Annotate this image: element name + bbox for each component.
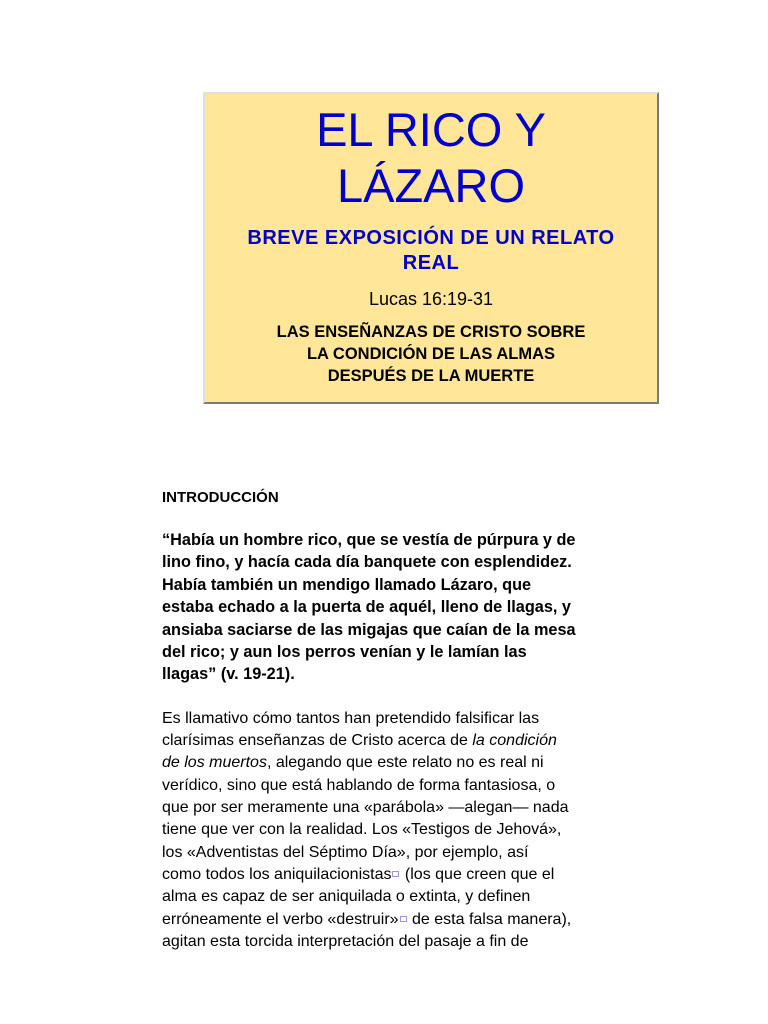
document-title bbox=[205, 102, 657, 214]
subtitle-line-1: BREVE EXPOSICIÓN DE UN RELATO bbox=[247, 227, 615, 249]
paragraph-line: los «Adventistas del Séptimo Día», por ejemplo, así bbox=[162, 843, 529, 861]
title-line-1: EL RICO Y bbox=[316, 103, 546, 156]
footnote-link-icon[interactable] bbox=[400, 916, 407, 922]
teachings-line-3: DESPUÉS DE LA MUERTE bbox=[327, 367, 535, 385]
quote-line: “Había un hombre rico, que se vestía de púrpura y de bbox=[162, 531, 576, 549]
quote-line: Había también un mendigo llamado Lázaro, que bbox=[162, 575, 532, 594]
scripture-quote bbox=[162, 529, 592, 686]
quote-line: llagas” (v. 19-21). bbox=[162, 665, 295, 684]
teachings-line-1: LAS ENSEÑANZAS DE CRISTO SOBRE bbox=[276, 323, 586, 341]
title-box bbox=[203, 92, 659, 404]
paragraph-line: erróneamente el verbo «destruir» bbox=[162, 910, 399, 928]
section-heading-introduccion: INTRODUCCIÓN bbox=[162, 489, 279, 506]
paragraph-line: alma es capaz de ser aniquilada o extinta, y definen bbox=[162, 888, 531, 906]
document-body bbox=[162, 488, 592, 953]
paragraph-line: de esta falsa manera), bbox=[407, 910, 572, 928]
paragraph-line: verídico, sino que está hablando de forma fantasiosa, o bbox=[162, 776, 556, 794]
quote-line: estaba echado a la puerta de aquél, lleno de llagas, y bbox=[162, 598, 571, 617]
paragraph-line: Es llamativo cómo tantos han pretendido falsificar las bbox=[162, 709, 540, 727]
quote-line: lino fino, y hacía cada día banquete con esplendidez. bbox=[162, 553, 572, 572]
quote-line: del rico; y aun los perros venían y le lamían las bbox=[162, 643, 527, 662]
bible-reference: Lucas 16:19-31 bbox=[368, 289, 494, 309]
quote-line: ansiaba saciarse de las migajas que caían de la mesa bbox=[162, 620, 576, 639]
paragraph-line: como todos los aniquilacionistas bbox=[162, 865, 392, 883]
subtitle-line-2: REAL bbox=[402, 252, 460, 274]
teachings-line-2: LA CONDICIÓN DE LAS ALMAS bbox=[306, 345, 556, 363]
paragraph-line: , alegando que este relato no es real ni bbox=[266, 754, 544, 772]
document-subtitle bbox=[215, 226, 647, 276]
emphasis-text: la condición bbox=[472, 732, 557, 750]
paragraph-line: (los que creen que el bbox=[400, 865, 555, 883]
teachings-caption bbox=[215, 321, 647, 387]
paragraph-line: tiene que ver con la realidad. Los «Testigos de Jehová», bbox=[162, 821, 562, 839]
emphasis-text: de los muertos bbox=[162, 754, 267, 772]
paragraph-line: clarísimas enseñanzas de Cristo acerca de bbox=[162, 732, 473, 750]
paragraph-line: que por ser meramente una «parábola» —alegan— nada bbox=[162, 799, 569, 817]
title-line-2: LÁZARO bbox=[336, 159, 526, 212]
paragraph-line: agitan esta torcida interpretación del pasaje a fin de bbox=[162, 932, 529, 950]
footnote-link-icon[interactable] bbox=[392, 871, 399, 877]
intro-paragraph bbox=[162, 708, 592, 953]
